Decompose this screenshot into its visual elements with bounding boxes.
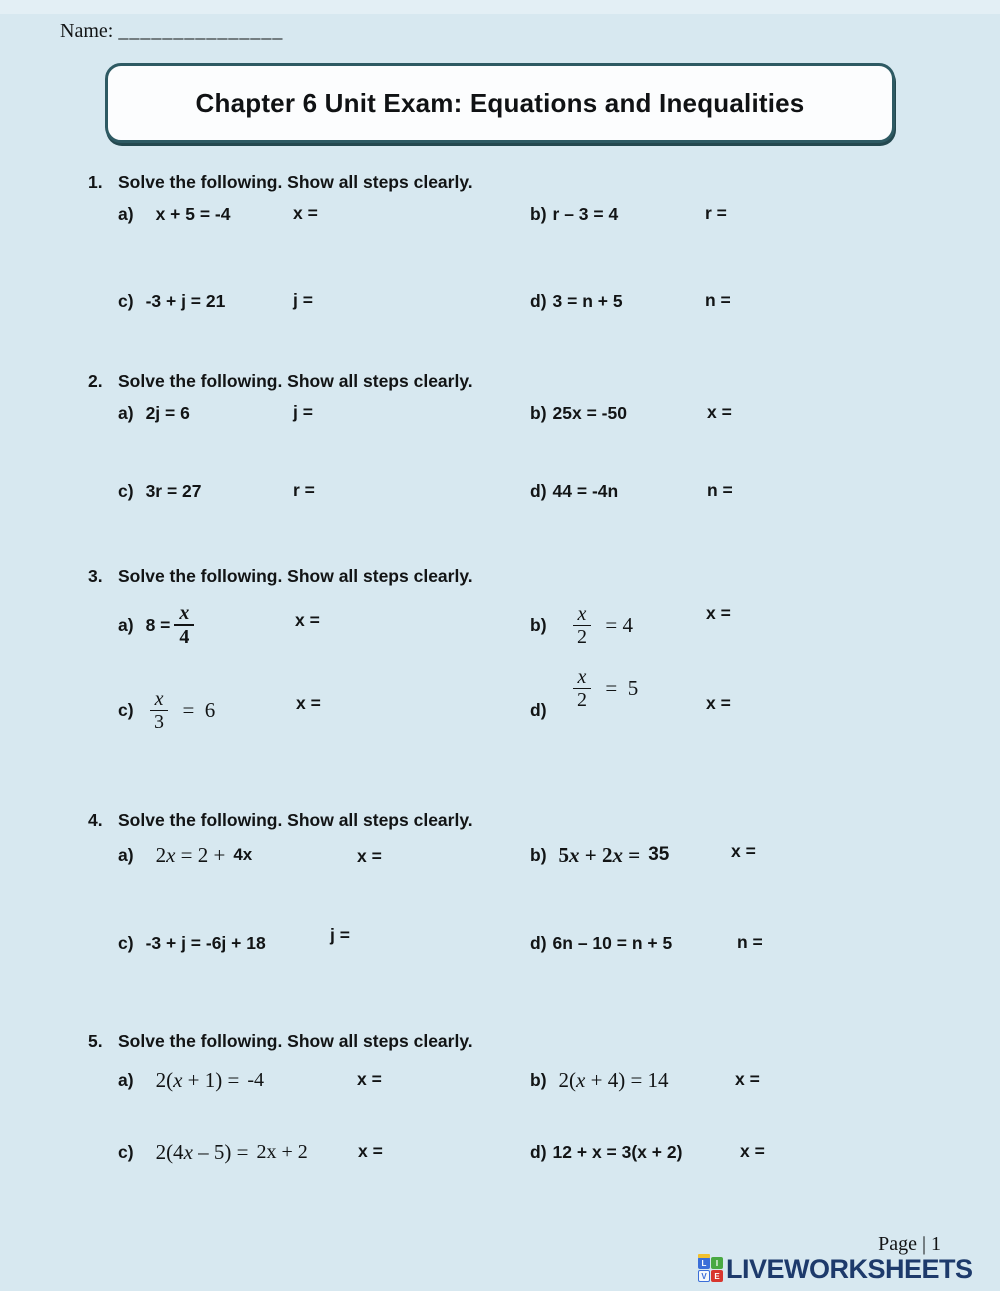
- logo-tile-e: E: [711, 1270, 723, 1282]
- answer-label-2d[interactable]: n =: [707, 480, 733, 500]
- item-5d: [530, 1130, 682, 1174]
- problem-1-row-cd: [0, 279, 1000, 323]
- problem-number: 2.: [88, 371, 103, 391]
- answer-label-4a[interactable]: x =: [357, 846, 382, 866]
- item-label: a): [118, 844, 134, 865]
- item-label: c): [118, 290, 134, 311]
- equation: 2(x + 1) =: [155, 1067, 240, 1092]
- fraction-denominator: 4: [179, 626, 190, 648]
- item-3a: [118, 583, 198, 667]
- item-label: a): [118, 203, 134, 224]
- item-5c: [118, 1130, 308, 1174]
- answer-label-4b[interactable]: x =: [731, 841, 756, 861]
- item-label: d): [530, 699, 547, 720]
- answer-label-1a[interactable]: x =: [293, 203, 318, 223]
- page-title: Chapter 6 Unit Exam: Equations and Inequalities: [195, 87, 805, 118]
- answer-label-5b[interactable]: x =: [735, 1069, 760, 1089]
- name-label: Name:: [60, 20, 114, 42]
- equation: 25x = -50: [552, 402, 627, 423]
- answer-label-2c[interactable]: r =: [293, 480, 315, 500]
- problem-number: 5.: [88, 1031, 103, 1051]
- top-margin-band: [0, 0, 1000, 14]
- problem-number: 4.: [88, 810, 103, 830]
- fraction: [150, 688, 169, 733]
- problem-prompt: Solve the following. Show all steps clearly.: [118, 566, 473, 586]
- problem-2-row-cd: [0, 469, 1000, 513]
- answer-label-1c[interactable]: j =: [293, 290, 313, 310]
- item-label: a): [118, 1069, 134, 1090]
- problem-1-row-ab: [0, 192, 1000, 236]
- fraction: [174, 602, 194, 648]
- fraction-numerator: x: [174, 602, 194, 626]
- answer-label-2a[interactable]: j =: [293, 402, 313, 422]
- liveworksheets-icon: [698, 1257, 723, 1282]
- fraction-denominator: 3: [154, 710, 164, 733]
- item-1b: [530, 192, 618, 236]
- fraction: [573, 603, 592, 648]
- logo-tile-v: V: [698, 1270, 710, 1282]
- item-label: a): [118, 402, 134, 423]
- problem-number: 1.: [88, 172, 103, 192]
- equation: 2(x + 4) = 14: [558, 1067, 669, 1092]
- answer-label-3d[interactable]: x =: [706, 693, 731, 713]
- problem-4-heading: [88, 810, 473, 831]
- item-label: b): [530, 614, 547, 635]
- equation: 12 + x = 3(x + 2): [552, 1141, 683, 1162]
- item-label: c): [118, 932, 134, 953]
- item-label: c): [118, 480, 134, 501]
- answer-label-1b[interactable]: r =: [705, 203, 727, 223]
- equation: -3 + j = -6j + 18: [145, 932, 266, 953]
- item-label: c): [118, 1141, 134, 1162]
- equation: 3 = n + 5: [552, 290, 623, 311]
- item-4b: [530, 833, 669, 877]
- item-label: b): [530, 844, 547, 865]
- fraction-numerator: x: [573, 603, 592, 626]
- problem-prompt: Solve the following. Show all steps clearly.: [118, 172, 473, 192]
- problem-5-row-ab: [0, 1058, 1000, 1102]
- item-1d: [530, 279, 623, 323]
- item-label: d): [530, 1141, 547, 1162]
- equation: 2j = 6: [145, 402, 190, 423]
- item-label: d): [530, 932, 547, 953]
- equation: 44 = -4n: [552, 480, 619, 501]
- equation-suffix: = 5: [605, 675, 639, 700]
- problem-4-row-cd: [0, 921, 1000, 965]
- fraction: [573, 666, 592, 711]
- answer-label-2b[interactable]: x =: [707, 402, 732, 422]
- fraction-denominator: 2: [576, 688, 587, 711]
- item-5b: [530, 1058, 669, 1102]
- item-3d: [530, 665, 639, 752]
- item-3c: [118, 668, 215, 752]
- equation: r – 3 = 4: [552, 203, 619, 224]
- problem-2-row-ab: [0, 391, 1000, 435]
- item-label: a): [118, 614, 134, 635]
- brand-name: LIVEWORKSHEETS: [726, 1254, 973, 1284]
- equation: 2(4x – 5) =: [155, 1139, 249, 1164]
- liveworksheets-logo: [698, 1254, 973, 1285]
- answer-label-1d[interactable]: n =: [705, 290, 731, 310]
- problem-2-heading: [88, 371, 473, 392]
- item-2c: [118, 469, 202, 513]
- problem-4-row-ab: [0, 833, 1000, 877]
- item-label: b): [530, 402, 547, 423]
- answer-label-5c[interactable]: x =: [358, 1141, 383, 1161]
- typed-answer-5a[interactable]: -4: [247, 1068, 264, 1091]
- answer-label-5a[interactable]: x =: [357, 1069, 382, 1089]
- answer-label-4c[interactable]: j =: [330, 925, 350, 945]
- item-5a: [118, 1058, 264, 1102]
- item-1c: [118, 279, 225, 323]
- problem-5-heading: [88, 1031, 473, 1052]
- item-2a: [118, 391, 190, 435]
- problem-number: 3.: [88, 566, 103, 586]
- answer-label-5d[interactable]: x =: [740, 1141, 765, 1161]
- item-4d: [530, 921, 672, 965]
- logo-tile-l: L: [698, 1257, 710, 1269]
- problem-3-row-ab: [0, 583, 1000, 667]
- item-label: d): [530, 480, 547, 501]
- logo-tile-i: I: [711, 1257, 723, 1269]
- equation: -3 + j = 21: [145, 290, 226, 311]
- equation-prefix: 8 =: [145, 614, 171, 635]
- typed-answer-4b[interactable]: 35: [648, 844, 670, 865]
- equation: 2x = 2 +: [155, 842, 226, 867]
- item-4a: [118, 833, 252, 877]
- answer-label-3c[interactable]: x =: [296, 693, 321, 713]
- item-label: b): [530, 203, 547, 224]
- fraction-denominator: 2: [576, 625, 587, 648]
- item-3b: [530, 583, 633, 667]
- item-label: c): [118, 699, 134, 720]
- problem-prompt: Solve the following. Show all steps clearly.: [118, 371, 473, 391]
- typed-answer-5c[interactable]: 2x + 2: [256, 1140, 308, 1163]
- problem-prompt: Solve the following. Show all steps clearly.: [118, 810, 473, 830]
- item-1a: [118, 192, 230, 236]
- fraction-numerator: x: [573, 666, 592, 689]
- item-4c: [118, 921, 266, 965]
- problem-prompt: Solve the following. Show all steps clearly.: [118, 1031, 473, 1051]
- answer-label-3b[interactable]: x =: [706, 603, 731, 623]
- equation: 5x + 2x =: [558, 842, 641, 867]
- problem-5-row-cd: [0, 1130, 1000, 1174]
- equation: 6n – 10 = n + 5: [552, 932, 673, 953]
- problem-1-heading: [88, 172, 473, 193]
- name-row: [60, 20, 283, 43]
- equation-suffix: = 4: [605, 612, 634, 637]
- answer-label-4d[interactable]: n =: [737, 932, 763, 952]
- equation: x + 5 = -4: [155, 203, 231, 224]
- fraction-numerator: x: [150, 688, 169, 711]
- problem-3-row-cd: [0, 665, 1000, 752]
- item-2b: [530, 391, 627, 435]
- equation: 3r = 27: [145, 480, 202, 501]
- name-blank-line[interactable]: _______________: [118, 20, 284, 42]
- typed-answer-4a[interactable]: 4x: [233, 845, 253, 864]
- item-label: d): [530, 290, 547, 311]
- item-2d: [530, 469, 618, 513]
- page-number: Page | 1: [878, 1233, 941, 1255]
- title-box: [105, 63, 895, 143]
- equation-suffix: = 6: [182, 697, 216, 722]
- answer-label-3a[interactable]: x =: [295, 610, 320, 630]
- item-label: b): [530, 1069, 547, 1090]
